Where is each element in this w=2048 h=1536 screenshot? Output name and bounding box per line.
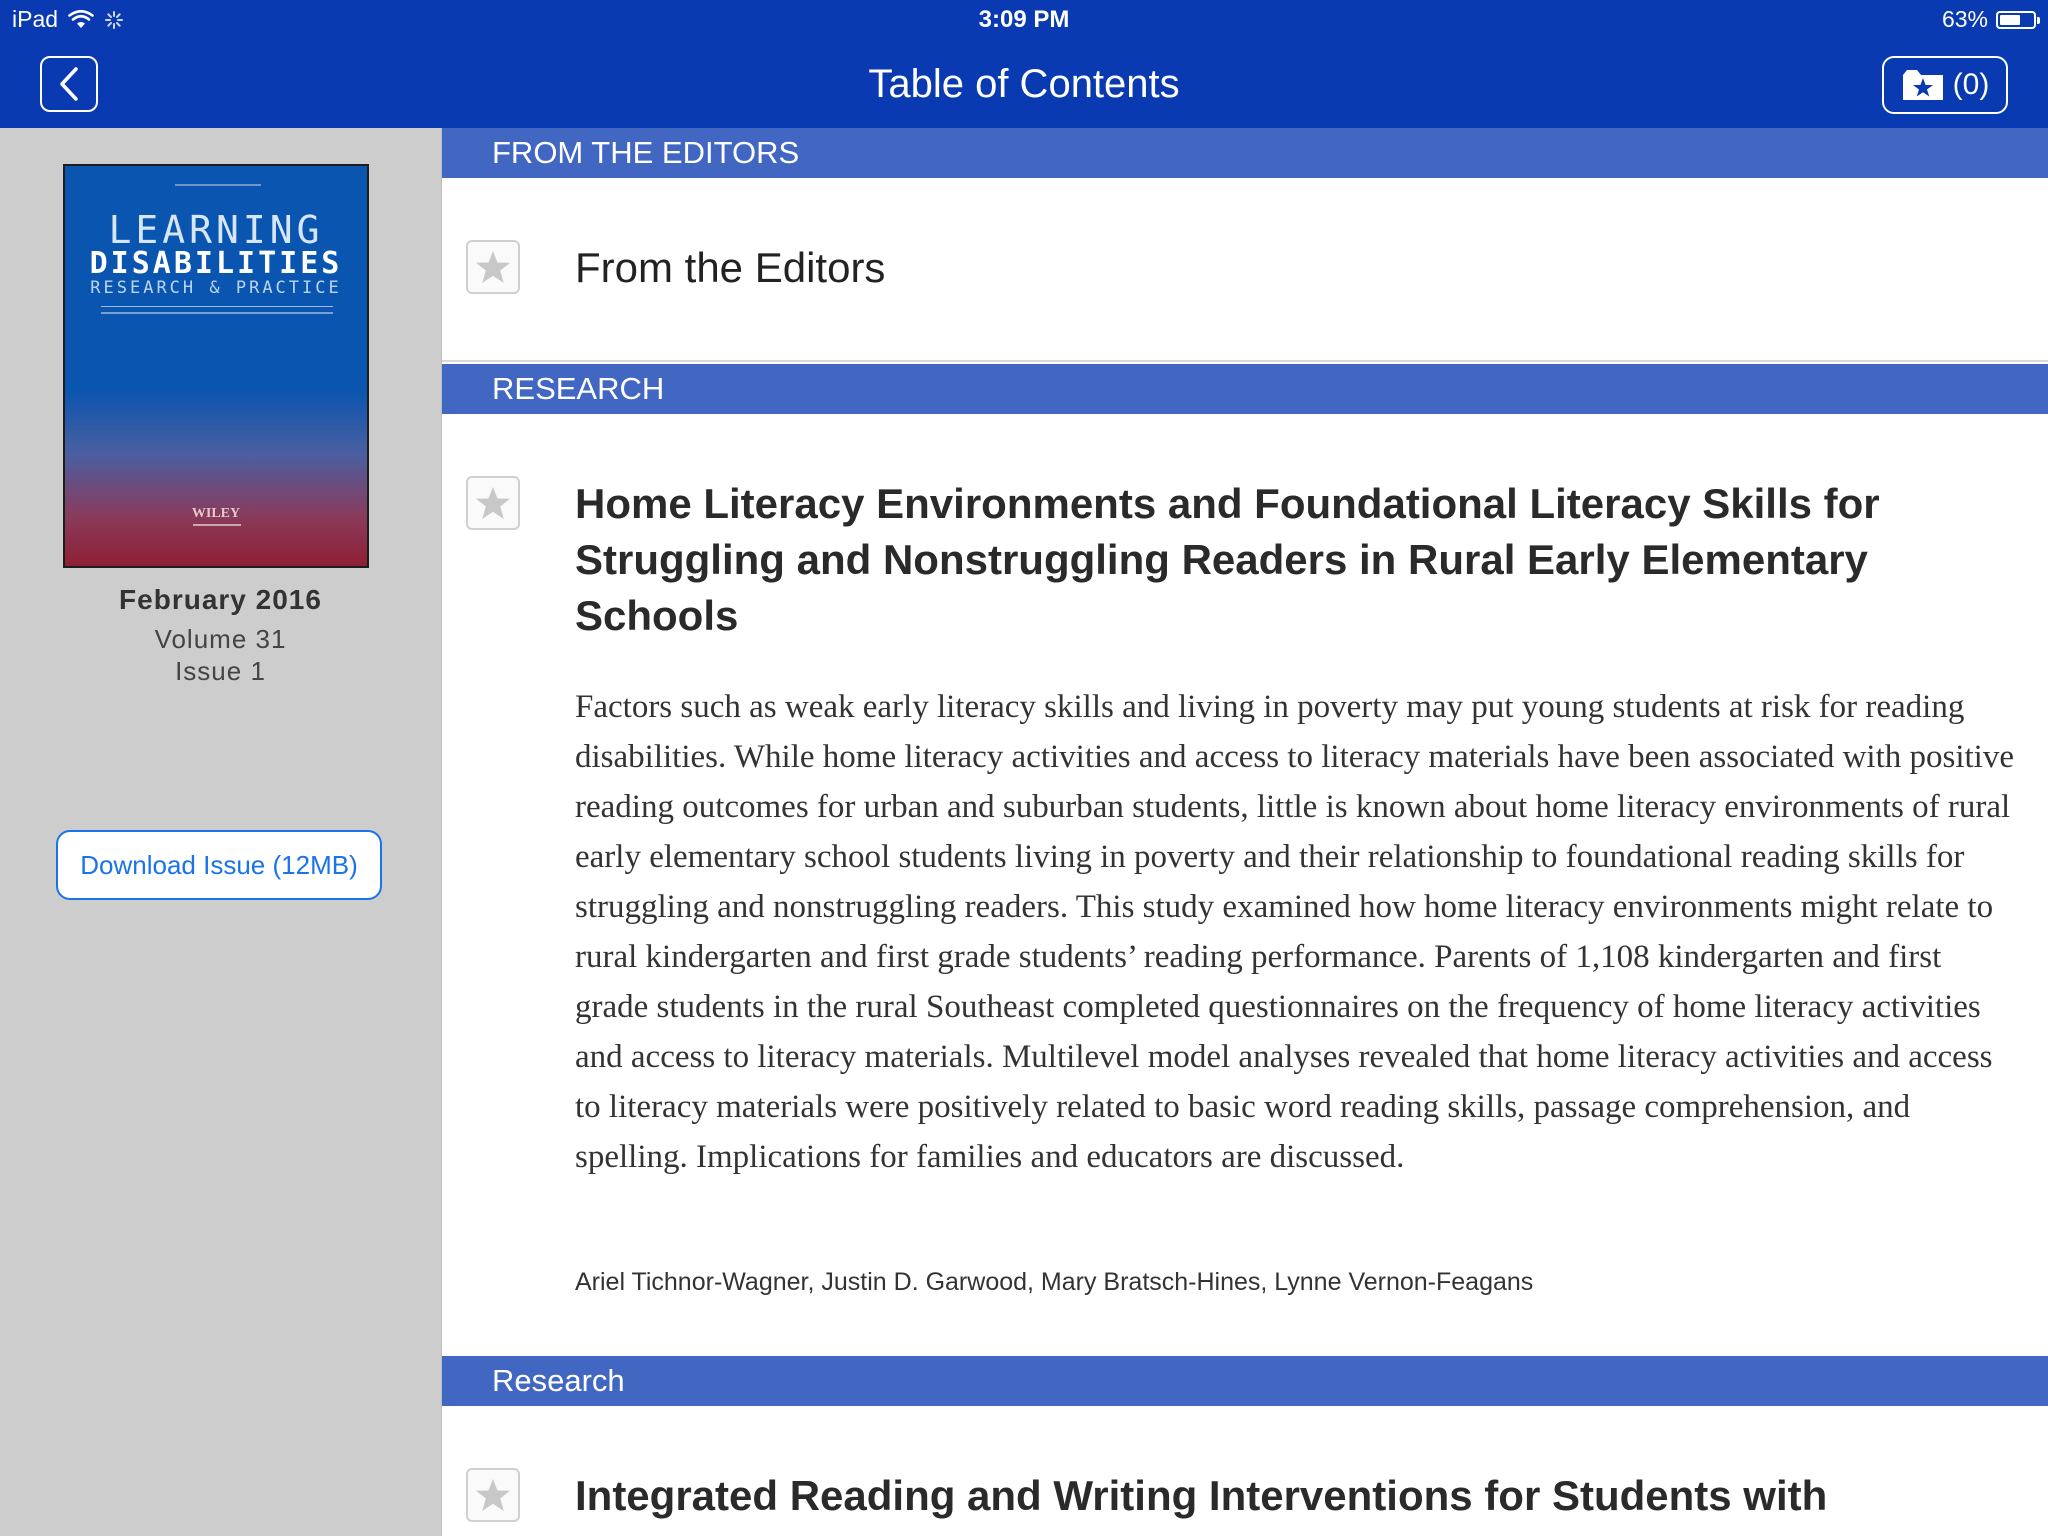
- favorites-button[interactable]: [1882, 56, 2008, 114]
- device-name: iPad: [12, 6, 59, 32]
- star-icon: [474, 485, 512, 521]
- status-right: [1942, 6, 2036, 33]
- folder-star-icon: [1901, 67, 1945, 103]
- favorites-count: (0): [1952, 68, 1990, 101]
- article-title[interactable]: From the Editors: [575, 244, 886, 291]
- star-icon: [474, 1477, 512, 1513]
- status-bar: [0, 0, 2048, 40]
- article-authors: Ariel Tichnor-Wagner, Justin D. Garwood, Mary Bratsch-Hines, Lynne Vernon-Feagans: [575, 1268, 1534, 1296]
- issue-number: Issue 1: [175, 656, 266, 686]
- battery-percent: 63%: [1941, 6, 1988, 32]
- navigation-bar: [0, 40, 2048, 128]
- article-abstract: Factors such as weak early literacy skills and living in poverty may put young students at risk for reading disabilities. While home literacy activities and access to literacy materials have been associated with positive reading outcomes for urban and suburban students, little is known about home literacy environments of rural early elementary school students living in poverty and their relationship to foundational reading skills for struggling and nonstruggling readers. This study examined how home literacy environments might relate to rural kindergarten and first grade students’ reading performance. Parents of 1,108 kindergarten and first grade students in the rural Southeast completed questionnaires on the frequency of home literacy activities and access to literacy materials. Multilevel model analyses revealed that home literacy activities and access to literacy materials were positively related to basic word reading skills, passage comprehension, and spelling. Implications for families and educators are discussed.: [575, 689, 2014, 1175]
- download-issue-button[interactable]: Download Issue (12MB): [56, 830, 382, 900]
- favorite-star-button[interactable]: [466, 240, 520, 294]
- divider: [442, 360, 2048, 362]
- cover-title-line1: LEARNING: [108, 208, 324, 252]
- battery-icon: [1996, 11, 2036, 29]
- battery-fill: [2000, 15, 2020, 25]
- section-header-from-the-editors: FROM THE EDITORS: [442, 128, 2048, 178]
- article-title[interactable]: Integrated Reading and Writing Interventions for Students with: [575, 1472, 1828, 1519]
- favorite-star-button[interactable]: [466, 1468, 520, 1522]
- favorite-star-button[interactable]: [466, 476, 520, 530]
- cover-publisher-logo: WILEY: [191, 506, 241, 521]
- issue-sidebar: [0, 128, 441, 1536]
- section-header-research-2: Research: [442, 1356, 2048, 1406]
- cover-title-line3: RESEARCH & PRACTICE: [90, 278, 342, 298]
- issue-date: February 2016: [119, 584, 322, 615]
- table-of-contents-list[interactable]: [441, 128, 2048, 1536]
- issue-volume: Volume 31: [154, 624, 287, 654]
- article-title[interactable]: Home Literacy Environments and Foundational Literacy Skills for Struggling and Nonstruggling Readers in Rural Early Elementary Schools: [575, 480, 1880, 639]
- status-time: 3:09 PM: [978, 6, 1070, 33]
- section-header-research: RESEARCH: [442, 364, 2048, 414]
- page-title: Table of Contents: [868, 62, 1180, 106]
- star-icon: [474, 249, 512, 285]
- cover-title-line2: DISABILITIES: [89, 246, 343, 281]
- issue-cover-image[interactable]: [63, 164, 369, 568]
